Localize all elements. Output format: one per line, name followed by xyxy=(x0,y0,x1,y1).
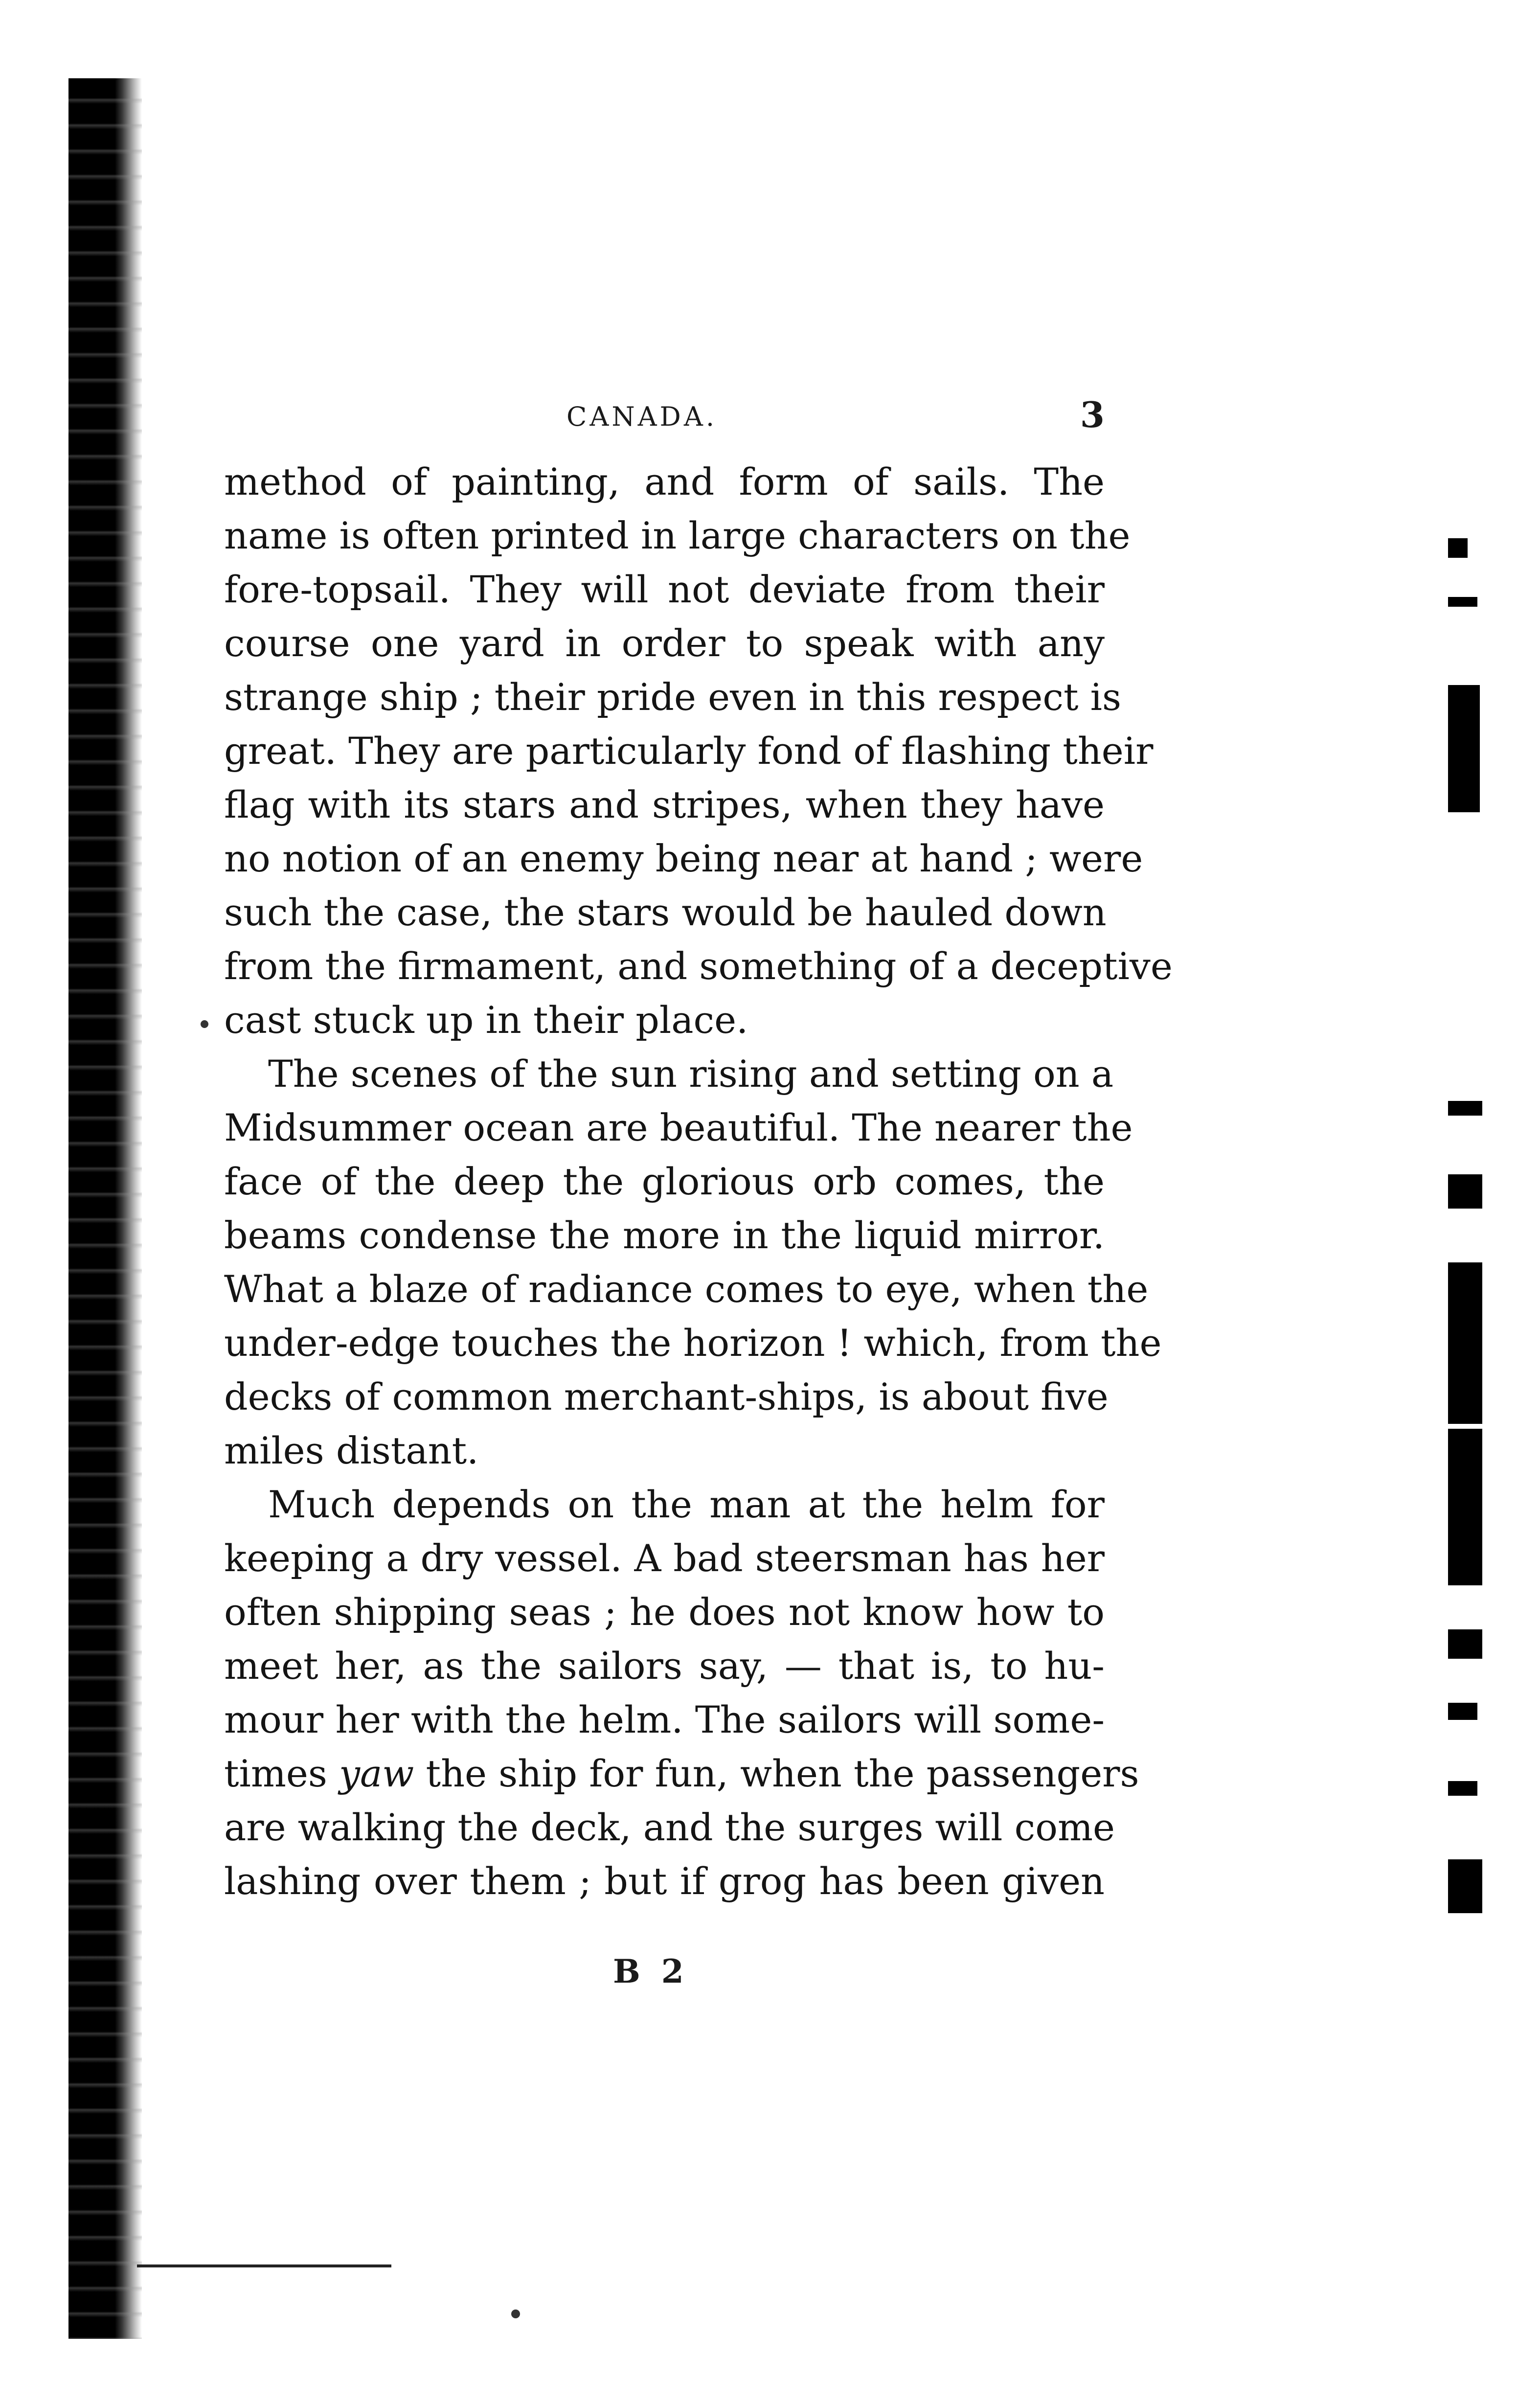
text-line: from the firmament, and something of a deceptive xyxy=(224,944,1173,988)
text-line: under-edge touches the horizon ! which, from the xyxy=(224,1321,1162,1365)
signature-mark: B 2 xyxy=(613,1952,689,1990)
text-line: method of painting, and form of sails. The xyxy=(224,460,1105,503)
text-line: Much depends on the man at the helm for xyxy=(268,1483,1105,1526)
text-line: often shipping seas ; he does not know how to xyxy=(224,1590,1105,1634)
text-line: What a blaze of radiance comes to eye, when the xyxy=(224,1267,1149,1311)
text-line: The scenes of the sun rising and setting on a xyxy=(268,1052,1114,1096)
book-page xyxy=(224,382,1173,2026)
scan-speck xyxy=(201,1020,208,1028)
text-line: face of the deep the glorious orb comes, the xyxy=(224,1160,1105,1203)
text-line-with-italic xyxy=(224,1747,1139,1801)
text-line: course one yard in order to speak with any xyxy=(224,621,1105,665)
text-line: miles distant. xyxy=(224,1429,479,1472)
text-line: name is often printed in large characters on the xyxy=(224,514,1131,557)
line-prefix: times xyxy=(224,1752,340,1795)
running-head xyxy=(224,382,1105,455)
text-line: fore-topsail. They will not deviate from their xyxy=(224,568,1105,611)
text-line: strange ship ; their pride even in this respect is xyxy=(224,675,1121,719)
text-line: beams condense the more in the liquid mirror. xyxy=(224,1213,1105,1257)
paragraph-3 xyxy=(224,1478,1139,1908)
text-line: lashing over them ; but if grog has been given xyxy=(224,1859,1105,1903)
text-line: cast stuck up in their place. xyxy=(224,998,748,1042)
line-rest: the ship for fun, when the passengers xyxy=(426,1752,1139,1795)
scanned-page-edge-right xyxy=(1448,538,1487,1957)
scan-speck xyxy=(511,2310,520,2318)
text-line: flag with its stars and stripes, when they have xyxy=(224,783,1105,826)
page-number: 3 xyxy=(1080,394,1105,435)
italic-word: yaw xyxy=(339,1752,414,1795)
paragraph-1 xyxy=(224,455,1173,1047)
text-line: mour her with the helm. The sailors will some- xyxy=(224,1698,1105,1741)
scanned-page-edge-left xyxy=(68,78,142,2339)
text-line: keeping a dry vessel. A bad steersman has her xyxy=(224,1536,1105,1580)
text-line: meet her, as the sailors say, — that is, to hu- xyxy=(224,1644,1105,1688)
text-line: such the case, the stars would be hauled down xyxy=(224,891,1107,934)
running-title: CANADA. xyxy=(566,401,718,432)
text-line: great. They are particularly fond of flashing their xyxy=(224,729,1154,773)
text-line: Midsummer ocean are beautiful. The nearer the xyxy=(224,1106,1133,1149)
text-line: are walking the deck, and the surges will come xyxy=(224,1806,1115,1849)
text-line: decks of common merchant-ships, is about five xyxy=(224,1375,1109,1418)
text-line: no notion of an enemy being near at hand ; were xyxy=(224,837,1143,880)
paragraph-2 xyxy=(224,1047,1162,1478)
scan-rule-bottom xyxy=(137,2264,391,2267)
